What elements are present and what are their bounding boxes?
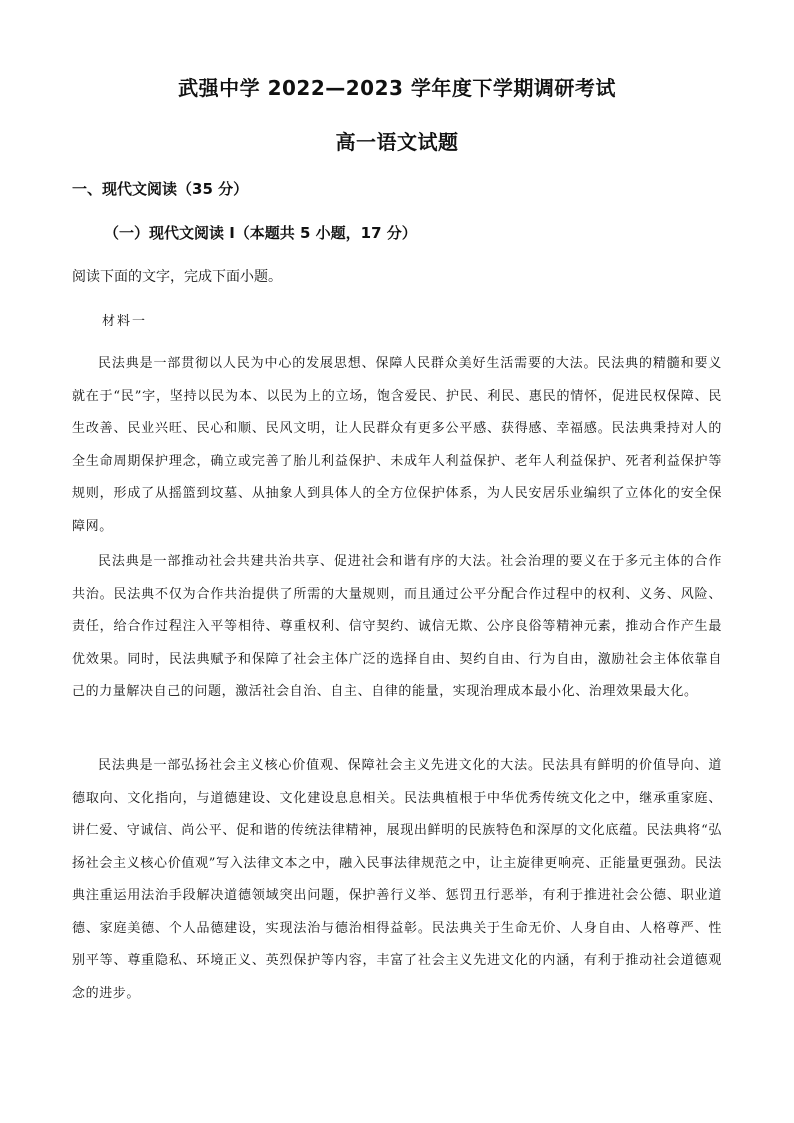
paragraph-1: 民法典是一部贯彻以人民为中心的发展思想、保障人民群众美好生活需要的大法。民法典的精髓和要义就在于“民”字，坚持以民为本、以民为上的立场，饱含爱民、护民、利民、惠民的情怀，促进民权保障、民生改善、民业兴旺、民心和顺、民风文明，让人民群众有更多公平感、获得感、幸福感。民法典秉持对人的全生命周期保护理念，确立或完善了胎儿利益保护、未成年人利益保护、老年人利益保护、死者利益保护等规则，形成了从摇篮到坟墓、从抽象人到具体人的全方位保护体系，为人民安居乐业编织了立体化的安全保障网。: [72, 356, 722, 534]
section-heading: 一、现代文阅读（35 分）: [72, 180, 249, 198]
exam-title: 武强中学 2022—2023 学年度下学期调研考试: [178, 76, 616, 100]
sub-section-heading: （一）现代文阅读 I（本题共 5 小题，17 分）: [104, 224, 417, 242]
material-label: 材料一: [102, 314, 148, 329]
exam-subtitle: 高一语文试题: [335, 130, 459, 154]
paragraph-3: 民法典是一部弘扬社会主义核心价值观、保障社会主义先进文化的大法。民法具有鲜明的价值导向、道德取向、文化指向，与道德建设、文化建设息息相关。民法典植根于中华优秀传统文化之中，继承重家庭、讲仁爱、守诚信、尚公平、促和谐的传统法律精神，展现出鲜明的民族特色和深厚的文化底蕴。民法典将“弘扬社会主义核心价值观”写入法律文本之中，融入民事法律规范之中，让主旋律更响亮、正能量更强劲。民法典注重运用法治手段解决道德领域突出问题，保护善行义举、惩罚丑行恶举，有利于推进社会公德、职业道德、家庭美德、个人品德建设，实现法治与德治相得益彰。民法典关于生命无价、人身自由、人格尊严、性别平等、尊重隐私、环境正义、英烈保护等内容，丰富了社会主义先进文化的内涵，有利于推动社会道德观念的进步。: [72, 758, 722, 1001]
paragraph-2: 民法典是一部推动社会共建共治共享、促进社会和谐有序的大法。社会治理的要义在于多元主体的合作共治。民法典不仅为合作共治提供了所需的大量规则，而且通过公平分配合作过程中的权利、义务、风险、责任，给合作过程注入平等相待、尊重权利、信守契约、诚信无欺、公序良俗等精神元素，推动合作产生最优效果。同时，民法典赋予和保障了社会主体广泛的选择自由、契约自由、行为自由，激励社会主体依靠自己的力量解决自己的问题，激活社会自治、自主、自律的能量，实现治理成本最小化、治理效果最大化。: [72, 554, 722, 699]
reading-instruction: 阅读下面的文字，完成下面小题。: [72, 269, 282, 285]
